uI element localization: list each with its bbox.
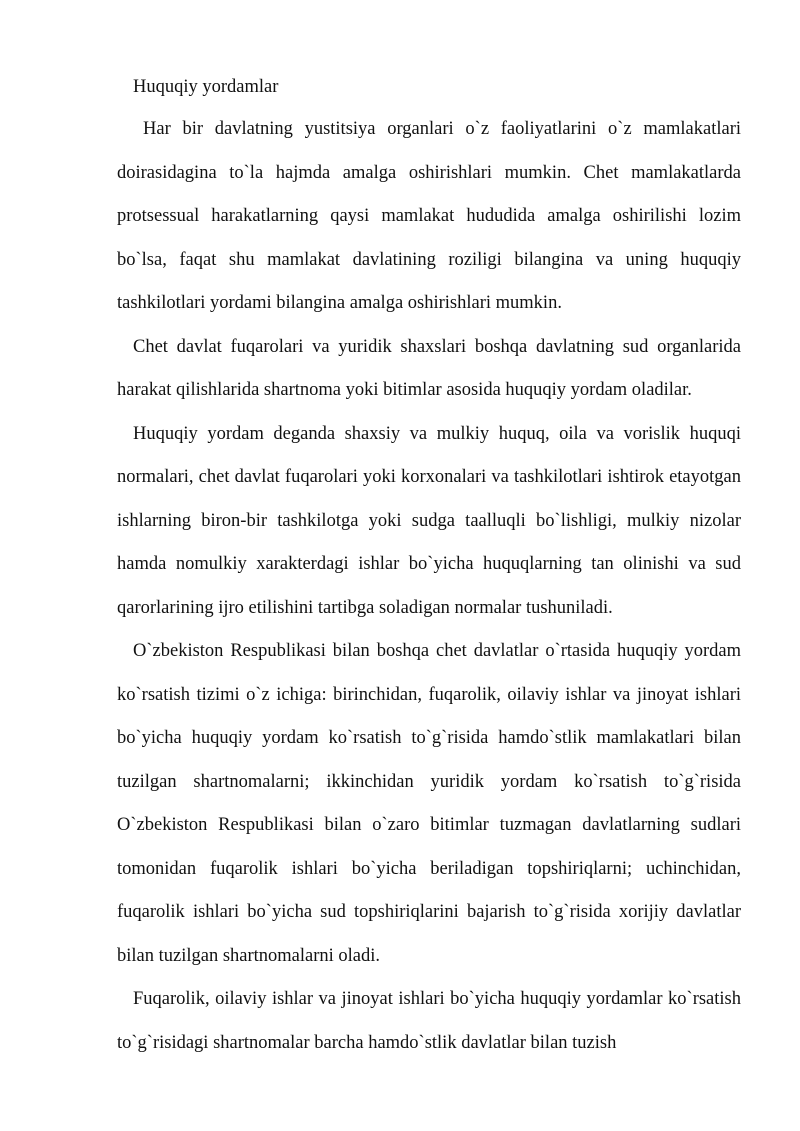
paragraph-3: Huquqiy yordam deganda shaxsiy va mulkiy huquq, oila va vorislik huquqi normalari, chet davlat fuqarolari yoki korxonalari va tashkilotlari ishtirok etayotgan ishlarning biron-bir tashkilotga yoki sudga taalluqli bo`lishligi, mulkiy nizolar hamda nomulkiy xarakterdagi ishlar bo`yicha huquqlarning tan olinishi va sud qarorlarining ijro etilishini tartibga soladigan normalar tushuniladi. bbox=[117, 423, 741, 618]
document-body bbox=[117, 70, 741, 1065]
paragraph-2: Chet davlat fuqarolari va yuridik shaxslari boshqa davlatning sud organlarida harakat qilishlarida shartnoma yoki bitimlar asosida huquqiy yordam oladilar. bbox=[117, 336, 741, 400]
paragraph-5: Fuqarolik, oilaviy ishlar va jinoyat ishlari bo`yicha huquqiy yordamlar ko`rsatish to`g`risidagi shartnomalar barcha hamdo`stlik davlatlar bilan tuzish bbox=[117, 989, 741, 1053]
paragraph-1: Har bir davlatning yustitsiya organlari o`z faoliyatlarini o`z mamlakatlari doirasidagina to`la hajmda amalga oshirishlari mumkin. Chet mamlakatlarda protsessual harakatlarning qaysi mamlakat hududida amalga oshirilishi lozim bo`lsa, faqat shu mamlakat davlatining roziligi bilangina va uning huquqiy tashkilotlari yordami bilangina amalga oshirishlari mumkin. bbox=[117, 119, 741, 313]
section-title: Huquqiy yordamlar bbox=[133, 77, 279, 97]
paragraph-4: O`zbekiston Respublikasi bilan boshqa chet davlatlar o`rtasida huquqiy yordam ko`rsatish tizimi o`z ichiga: birinchidan, fuqarolik, oilaviy ishlar va jinoyat ishlari bo`yicha huquqiy yordam ko`rsatish to`g`risida hamdo`stlik mamlakatlari bilan tuzilgan shartnomalarni; ikkinchidan yuridik yordam ko`rsatish to`g`risida O`zbekiston Respublikasi bilan o`zaro bitimlar tuzmagan davlatlarning sudlari tomonidan fuqarolik ishlari bo`yicha beriladigan topshiriqlarni; uchinchidan, fuqarolik ishlari bo`yicha sud topshiriqlarini bajarish to`g`risida xorijiy davlatlar bilan tuzilgan shartnomalarni oladi. bbox=[117, 641, 741, 966]
